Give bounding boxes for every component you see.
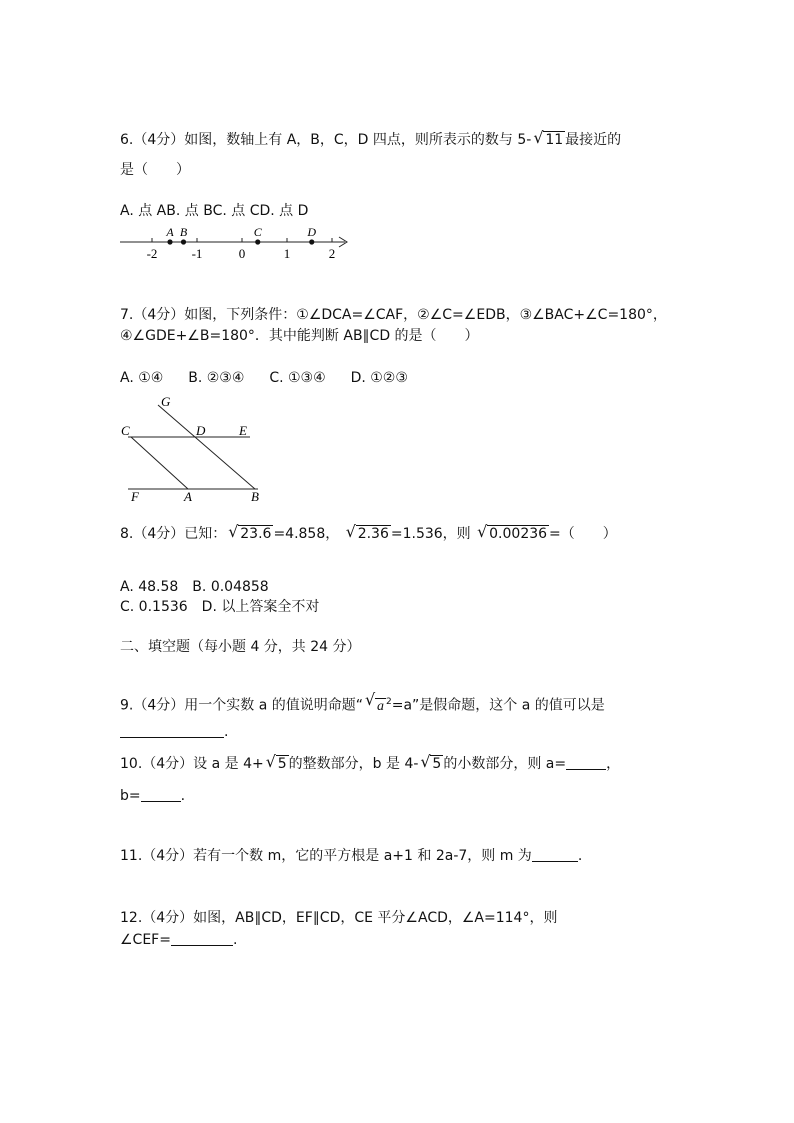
point-a <box>167 239 172 244</box>
sqrt-23-6: √ 23.6 <box>228 522 272 542</box>
label-a: A <box>184 489 192 504</box>
point-label-c: C <box>253 225 262 239</box>
q7-option-d: D. ①②③ <box>350 370 408 386</box>
tick-label: 0 <box>238 246 246 261</box>
q11-line: 11.（4分）若有一个数 m，它的平方根是 a+1 和 2a-7，则 m 为 . <box>120 848 583 864</box>
point-label-b: B <box>179 225 188 239</box>
q7-line1: 7.（4分）如图，下列条件：①∠DCA=∠CAF，②∠C=∠EDB，③∠BAC+∠C=180°， <box>120 307 667 323</box>
tick-label: -1 <box>191 246 203 261</box>
q8-options-2: C. 0.1536 D. 以上答案全不对 <box>120 599 320 615</box>
q8-line: 8.（4分）已知： √ 23.6 =4.858， √ 2.36 =1.536，则 √ 0.00236 =（ ） <box>120 522 617 542</box>
q8-options-1: A. 48.58 B. 0.04858 <box>120 579 269 595</box>
point-c <box>255 239 260 244</box>
q6-line2: 是（ ） <box>120 162 190 178</box>
q12-answer-blank[interactable] <box>171 931 233 946</box>
q9-line1: 9.（4分）用一个实数 a 的值说明命题“ √ a $^2$=a”是假命题，这个 a 的值可以是 <box>120 692 605 717</box>
parallel-lines-figure <box>118 392 268 504</box>
label-f: F <box>131 489 139 504</box>
q10-line2: b= . <box>120 788 186 804</box>
sqrt-5-b: √ 5 <box>420 752 442 772</box>
q7-options <box>120 368 408 388</box>
q7-line2: ④∠GDE+∠B=180°．其中能判断 AB∥CD 的是（ ） <box>120 328 479 344</box>
q7-option-c: C. ①③④ <box>269 370 326 386</box>
point-b <box>181 239 186 244</box>
label-b: B <box>251 489 259 504</box>
label-e: E <box>239 423 247 438</box>
sqrt-0-00236: √ 0.00236 <box>477 522 548 542</box>
q9-answer-blank[interactable] <box>120 723 224 738</box>
tick-label: 2 <box>328 246 336 261</box>
sqrt-11: √ 11 <box>533 128 564 148</box>
sqrt-5-a: √ 5 <box>265 752 287 772</box>
tick-label: -2 <box>146 246 158 261</box>
q11-answer-blank[interactable] <box>532 847 578 862</box>
point-d <box>309 239 314 244</box>
point-label-d: D <box>307 225 317 239</box>
section-2-heading: 二、填空题（每小题 4 分，共 24 分） <box>120 639 361 655</box>
q6-line1: 6.（4分）如图，数轴上有 A，B，C，D 四点，则所表示的数与 5- √ 11 最接近的 <box>120 128 622 148</box>
sqrt-2-36: √ 2.36 <box>345 522 389 542</box>
q10-line1: 10.（4分）设 a 是 4+ √ 5 的整数部分，b 是 4- √ 5 的小数部分，则 a= ， <box>120 752 621 772</box>
label-g: G <box>161 394 171 409</box>
q10-a-blank[interactable] <box>566 755 606 770</box>
sqrt-a-squared: √ a $^2$ <box>365 690 392 714</box>
q9-line2: . <box>120 722 228 742</box>
q7-option-b: B. ②③④ <box>188 370 245 386</box>
number-line-figure <box>115 218 355 266</box>
q12-line1: 12.（4分）如图，AB∥CD，EF∥CD，CE 平分∠ACD，∠A=114°，则 <box>120 910 558 926</box>
q12-line2: ∠CEF= . <box>120 932 238 948</box>
label-d: D <box>196 423 206 438</box>
q10-b-blank[interactable] <box>141 787 181 802</box>
tick-label: 1 <box>283 246 291 261</box>
q7-option-a: A. ①④ <box>120 370 164 386</box>
q6-options: A. 点 AB. 点 BC. 点 CD. 点 D <box>120 203 309 219</box>
point-label-a: A <box>166 225 174 239</box>
label-c: C <box>121 423 130 438</box>
